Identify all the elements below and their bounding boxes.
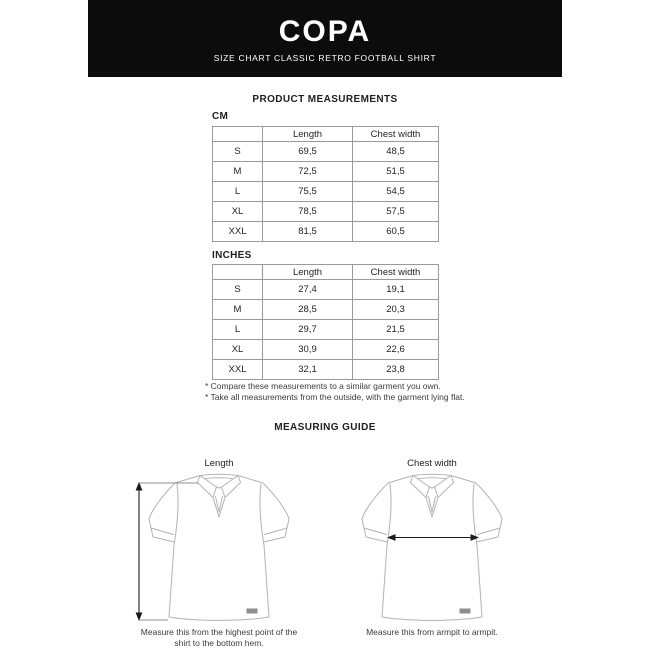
- measurement-cell: 28,5: [263, 300, 353, 320]
- column-header: [213, 265, 263, 280]
- size-cell: XXL: [213, 360, 263, 380]
- size-cell: M: [213, 300, 263, 320]
- length-arrow: [126, 475, 206, 627]
- size-cell: L: [213, 320, 263, 340]
- footnote: * Compare these measurements to a similar garment you own.: [205, 381, 441, 391]
- column-header: Chest width: [353, 127, 439, 142]
- table-row: [213, 182, 439, 202]
- measurement-cell: 20,3: [353, 300, 439, 320]
- measurement-cell: 29,7: [263, 320, 353, 340]
- measurement-cell: 30,9: [263, 340, 353, 360]
- length-caption: Measure this from the highest point of the shirt to the bottom hem.: [140, 627, 298, 648]
- measurement-cell: 78,5: [263, 202, 353, 222]
- cm-unit-label: CM: [212, 111, 229, 122]
- measurement-cell: 51,5: [353, 162, 439, 182]
- banner-subtitle: SIZE CHART CLASSIC RETRO FOOTBALL SHIRT: [213, 52, 437, 63]
- column-header: [213, 127, 263, 142]
- inches-unit-label: INCHES: [212, 250, 252, 261]
- footnotes: [205, 381, 467, 402]
- table-row: [213, 222, 439, 242]
- column-header: Chest width: [353, 265, 439, 280]
- inches-size-table: [212, 264, 439, 380]
- measurement-cell: 75,5: [263, 182, 353, 202]
- size-cell: XL: [213, 340, 263, 360]
- size-cell: M: [213, 162, 263, 182]
- size-cell: S: [213, 280, 263, 300]
- length-diagram-label: Length: [204, 458, 234, 469]
- chest-width-diagram-label: Chest width: [407, 458, 457, 469]
- footnote: * Take all measurements from the outside, with the garment lying flat.: [205, 391, 465, 402]
- measurement-cell: 19,1: [353, 280, 439, 300]
- measurement-cell: 22,6: [353, 340, 439, 360]
- table-row: [213, 162, 439, 182]
- table-row: [213, 280, 439, 300]
- chest-width-caption: Measure this from armpit to armpit.: [366, 627, 498, 637]
- size-cell: S: [213, 142, 263, 162]
- cm-size-table: [212, 126, 439, 242]
- measurement-cell: 54,5: [353, 182, 439, 202]
- column-header: Length: [263, 265, 353, 280]
- measurement-cell: 21,5: [353, 320, 439, 340]
- copa-logo: COPA: [278, 14, 372, 48]
- table-header-row: [213, 265, 439, 280]
- measurement-cell: 32,1: [263, 360, 353, 380]
- measurement-cell: 57,5: [353, 202, 439, 222]
- size-cell: XXL: [213, 222, 263, 242]
- table-row: [213, 340, 439, 360]
- measurement-cell: 27,4: [263, 280, 353, 300]
- measurement-cell: 60,5: [353, 222, 439, 242]
- table-header-row: [213, 127, 439, 142]
- table-row: [213, 360, 439, 380]
- table-row: [213, 202, 439, 222]
- measurement-cell: 72,5: [263, 162, 353, 182]
- product-measurements-title: PRODUCT MEASUREMENTS: [252, 94, 398, 105]
- table-row: [213, 142, 439, 162]
- size-cell: XL: [213, 202, 263, 222]
- table-row: [213, 300, 439, 320]
- column-header: Length: [263, 127, 353, 142]
- table-row: [213, 320, 439, 340]
- size-cell: L: [213, 182, 263, 202]
- measurement-cell: 81,5: [263, 222, 353, 242]
- measurement-cell: 69,5: [263, 142, 353, 162]
- measurement-cell: 48,5: [353, 142, 439, 162]
- chest-width-arrow: [378, 528, 488, 548]
- measurement-cell: 23,8: [353, 360, 439, 380]
- measuring-guide-title: MEASURING GUIDE: [274, 422, 376, 433]
- brand-banner: [88, 0, 562, 77]
